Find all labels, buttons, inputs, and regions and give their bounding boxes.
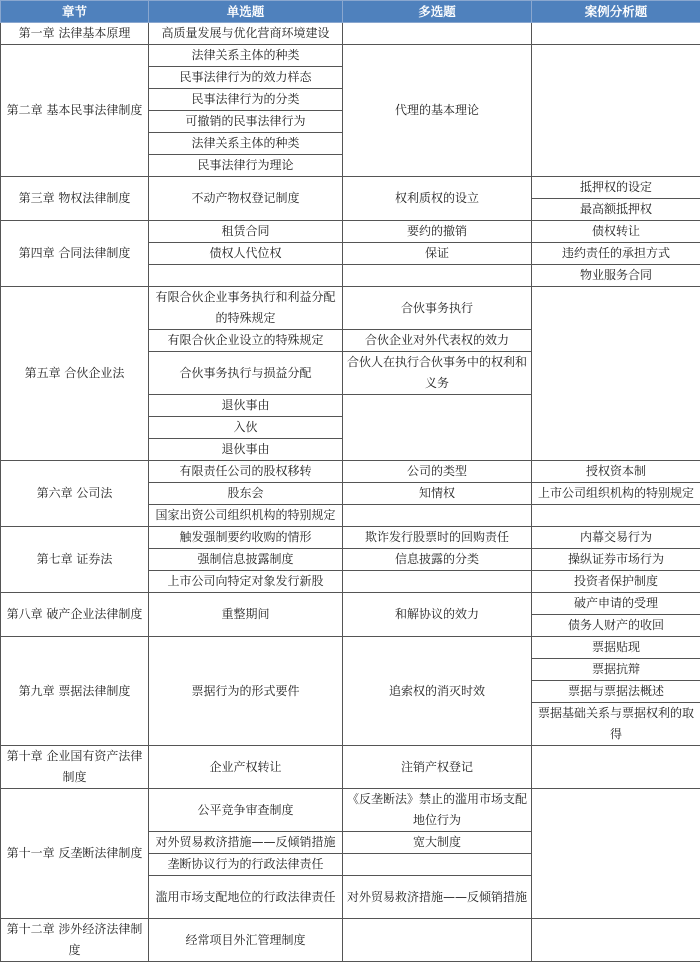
single-cell: 退伙事由 xyxy=(149,395,343,417)
single-cell: 对外贸易救济措施——反倾销措施 xyxy=(149,832,343,854)
multiple-cell: 对外贸易救济措施——反倾销措施 xyxy=(343,876,532,919)
header-case-analysis: 案例分析题 xyxy=(532,1,700,23)
multiple-cell: 和解协议的效力 xyxy=(343,593,532,637)
single-cell: 不动产物权登记制度 xyxy=(149,177,343,221)
case-cell: 抵押权的设定 xyxy=(532,177,700,199)
single-cell: 民事法律行为的效力样态 xyxy=(149,67,343,89)
empty-cell xyxy=(343,395,532,461)
single-cell: 有限责任公司的股权移转 xyxy=(149,461,343,483)
header-chapter: 章节 xyxy=(1,1,149,23)
multiple-cell: 合伙人在执行合伙事务中的权利和义务 xyxy=(343,352,532,395)
table-row xyxy=(1,461,700,483)
table-row xyxy=(1,593,700,615)
table-row xyxy=(1,177,700,199)
single-cell: 滥用市场支配地位的行政法律责任 xyxy=(149,876,343,919)
chapter-cell: 第八章 破产企业法律制度 xyxy=(1,593,149,637)
multiple-cell: 注销产权登记 xyxy=(343,746,532,789)
case-cell: 投资者保护制度 xyxy=(532,571,700,593)
table-row xyxy=(1,23,700,45)
chapter-cell: 第十章 企业国有资产法律制度 xyxy=(1,746,149,789)
chapter-cell: 第七章 证券法 xyxy=(1,527,149,593)
empty-cell xyxy=(532,287,700,461)
empty-cell xyxy=(343,919,532,962)
empty-cell xyxy=(343,571,532,593)
chapter-cell: 第三章 物权法律制度 xyxy=(1,177,149,221)
case-cell: 违约责任的承担方式 xyxy=(532,243,700,265)
empty-cell xyxy=(532,746,700,789)
case-cell: 上市公司组织机构的特别规定 xyxy=(532,483,700,505)
chapter-cell: 第二章 基本民事法律制度 xyxy=(1,45,149,177)
case-cell: 债务人财产的收回 xyxy=(532,615,700,637)
single-cell: 国家出资公司组织机构的特别规定 xyxy=(149,505,343,527)
single-cell: 上市公司向特定对象发行新股 xyxy=(149,571,343,593)
chapter-cell: 第十二章 涉外经济法律制度 xyxy=(1,919,149,962)
header-row xyxy=(1,1,700,23)
multiple-cell: 公司的类型 xyxy=(343,461,532,483)
case-cell: 授权资本制 xyxy=(532,461,700,483)
single-cell: 法律关系主体的种类 xyxy=(149,45,343,67)
single-cell: 债权人代位权 xyxy=(149,243,343,265)
case-cell: 票据贴现 xyxy=(532,637,700,659)
multiple-cell: 宽大制度 xyxy=(343,832,532,854)
multiple-cell: 权利质权的设立 xyxy=(343,177,532,221)
single-cell: 重整期间 xyxy=(149,593,343,637)
table-row xyxy=(1,527,700,549)
empty-cell xyxy=(532,789,700,919)
table-row xyxy=(1,221,700,243)
single-cell: 入伙 xyxy=(149,417,343,439)
case-cell: 债权转让 xyxy=(532,221,700,243)
table-row xyxy=(1,637,700,659)
single-cell: 票据行为的形式要件 xyxy=(149,637,343,746)
single-cell: 企业产权转让 xyxy=(149,746,343,789)
empty-cell xyxy=(532,23,700,45)
case-cell: 票据基础关系与票据权利的取得 xyxy=(532,703,700,746)
multiple-cell: 代理的基本理论 xyxy=(343,45,532,177)
single-cell: 合伙事务执行与损益分配 xyxy=(149,352,343,395)
single-cell: 有限合伙企业设立的特殊规定 xyxy=(149,330,343,352)
chapter-cell: 第五章 合伙企业法 xyxy=(1,287,149,461)
chapter-cell: 第四章 合同法律制度 xyxy=(1,221,149,287)
case-cell: 内幕交易行为 xyxy=(532,527,700,549)
empty-cell xyxy=(343,265,532,287)
empty-cell xyxy=(343,505,532,527)
multiple-cell: 欺诈发行股票时的回购责任 xyxy=(343,527,532,549)
single-cell: 租赁合同 xyxy=(149,221,343,243)
single-cell: 股东会 xyxy=(149,483,343,505)
table-row xyxy=(1,45,700,67)
single-cell: 民事法律行为的分类 xyxy=(149,89,343,111)
single-cell: 有限合伙企业事务执行和利益分配的特殊规定 xyxy=(149,287,343,330)
single-cell: 民事法律行为理论 xyxy=(149,155,343,177)
table-row xyxy=(1,287,700,309)
multiple-cell: 要约的撤销 xyxy=(343,221,532,243)
multiple-cell: 合伙事务执行 xyxy=(343,287,532,330)
table-row xyxy=(1,746,700,768)
case-cell: 操纵证券市场行为 xyxy=(532,549,700,571)
chapter-cell: 第十一章 反垄断法律制度 xyxy=(1,789,149,919)
single-cell: 经常项目外汇管理制度 xyxy=(149,919,343,962)
empty-cell xyxy=(343,23,532,45)
multiple-cell: 保证 xyxy=(343,243,532,265)
single-cell: 法律关系主体的种类 xyxy=(149,133,343,155)
multiple-cell: 知情权 xyxy=(343,483,532,505)
header-multiple-choice: 多选题 xyxy=(343,1,532,23)
empty-cell xyxy=(532,919,700,962)
table-row xyxy=(1,789,700,811)
empty-cell xyxy=(149,265,343,287)
multiple-cell: 合伙企业对外代表权的效力 xyxy=(343,330,532,352)
case-cell: 物业服务合同 xyxy=(532,265,700,287)
chapter-cell: 第六章 公司法 xyxy=(1,461,149,527)
table-row xyxy=(1,919,700,941)
chapter-cell: 第一章 法律基本原理 xyxy=(1,23,149,45)
single-cell: 可撤销的民事法律行为 xyxy=(149,111,343,133)
single-cell: 强制信息披露制度 xyxy=(149,549,343,571)
case-cell: 票据抗辩 xyxy=(532,659,700,681)
single-cell: 公平竞争审查制度 xyxy=(149,789,343,832)
single-cell: 退伙事由 xyxy=(149,439,343,461)
case-cell: 票据与票据法概述 xyxy=(532,681,700,703)
single-cell: 触发强制要约收购的情形 xyxy=(149,527,343,549)
single-cell: 垄断协议行为的行政法律责任 xyxy=(149,854,343,876)
multiple-cell: 信息披露的分类 xyxy=(343,549,532,571)
header-single-choice: 单选题 xyxy=(149,1,343,23)
multiple-cell: 《反垄断法》禁止的滥用市场支配地位行为 xyxy=(343,789,532,832)
case-cell: 最高额抵押权 xyxy=(532,199,700,221)
single-cell: 高质量发展与优化营商环境建设 xyxy=(149,23,343,45)
empty-cell xyxy=(532,505,700,527)
multiple-cell: 追索权的消灭时效 xyxy=(343,637,532,746)
case-cell: 破产申请的受理 xyxy=(532,593,700,615)
empty-cell xyxy=(532,45,700,177)
empty-cell xyxy=(343,854,532,876)
chapter-cell: 第九章 票据法律制度 xyxy=(1,637,149,746)
